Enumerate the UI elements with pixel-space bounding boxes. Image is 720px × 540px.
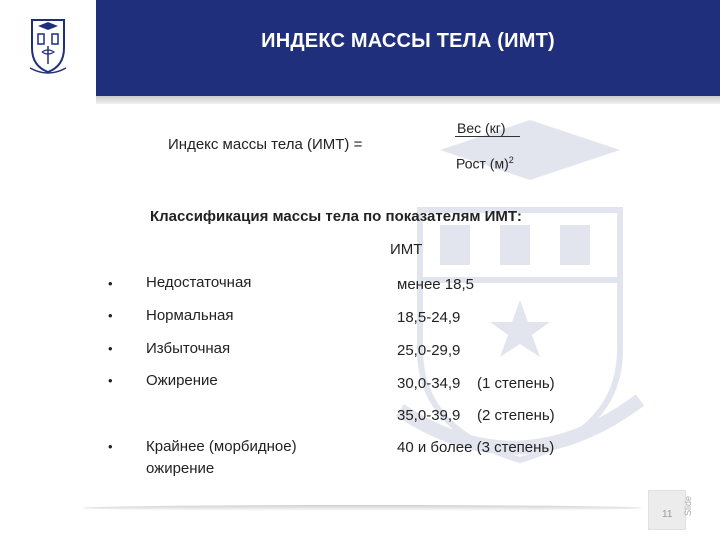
bullet: •	[108, 439, 113, 454]
university-crest-icon	[28, 14, 68, 76]
bmi-column-header: ИМТ	[390, 241, 423, 258]
bmi-value: 40 и более (3 степень)	[397, 439, 555, 456]
bmi-value: 18,5-24,9	[397, 309, 461, 326]
header-shadow	[96, 96, 720, 104]
category-label: Избыточная	[146, 340, 231, 357]
bullet: •	[108, 373, 113, 388]
bmi-value: менее 18,5	[397, 276, 474, 293]
page-title: ИНДЕКС МАССЫ ТЕЛА (ИМТ)	[261, 30, 555, 52]
bmi-value: 25,0-29,9	[397, 342, 461, 359]
category-label: Ожирение	[146, 372, 218, 389]
bullet: •	[108, 276, 113, 291]
bullet: •	[108, 308, 113, 323]
slide-number: 11	[662, 509, 673, 520]
bmi-value: 30,0-34,9 (1 степень)	[397, 375, 555, 392]
classification-heading: Классификация массы тела по показателям ИМТ:	[150, 208, 522, 225]
category-label: Недостаточная	[146, 274, 252, 291]
category-label: Нормальная	[146, 307, 234, 324]
formula-denominator-text: Рост (м)	[456, 155, 509, 172]
category-label	[146, 436, 297, 480]
bottom-shadow	[82, 505, 642, 511]
formula-label: Индекс массы тела (ИМТ) =	[168, 136, 363, 153]
category-label-line2: ожирение	[146, 460, 215, 477]
crest-watermark-icon	[380, 110, 650, 490]
formula-numerator: Вес (кг)	[455, 120, 520, 137]
bullet: •	[108, 341, 113, 356]
formula-denominator	[456, 155, 514, 172]
bmi-value: 35,0-39,9 (2 степень)	[397, 407, 555, 424]
formula-denominator-exponent: 2	[508, 155, 514, 165]
logo-panel	[0, 0, 97, 98]
slide-word: Slide	[683, 496, 693, 517]
category-label-line1: Крайнее (морбидное)	[146, 438, 297, 455]
